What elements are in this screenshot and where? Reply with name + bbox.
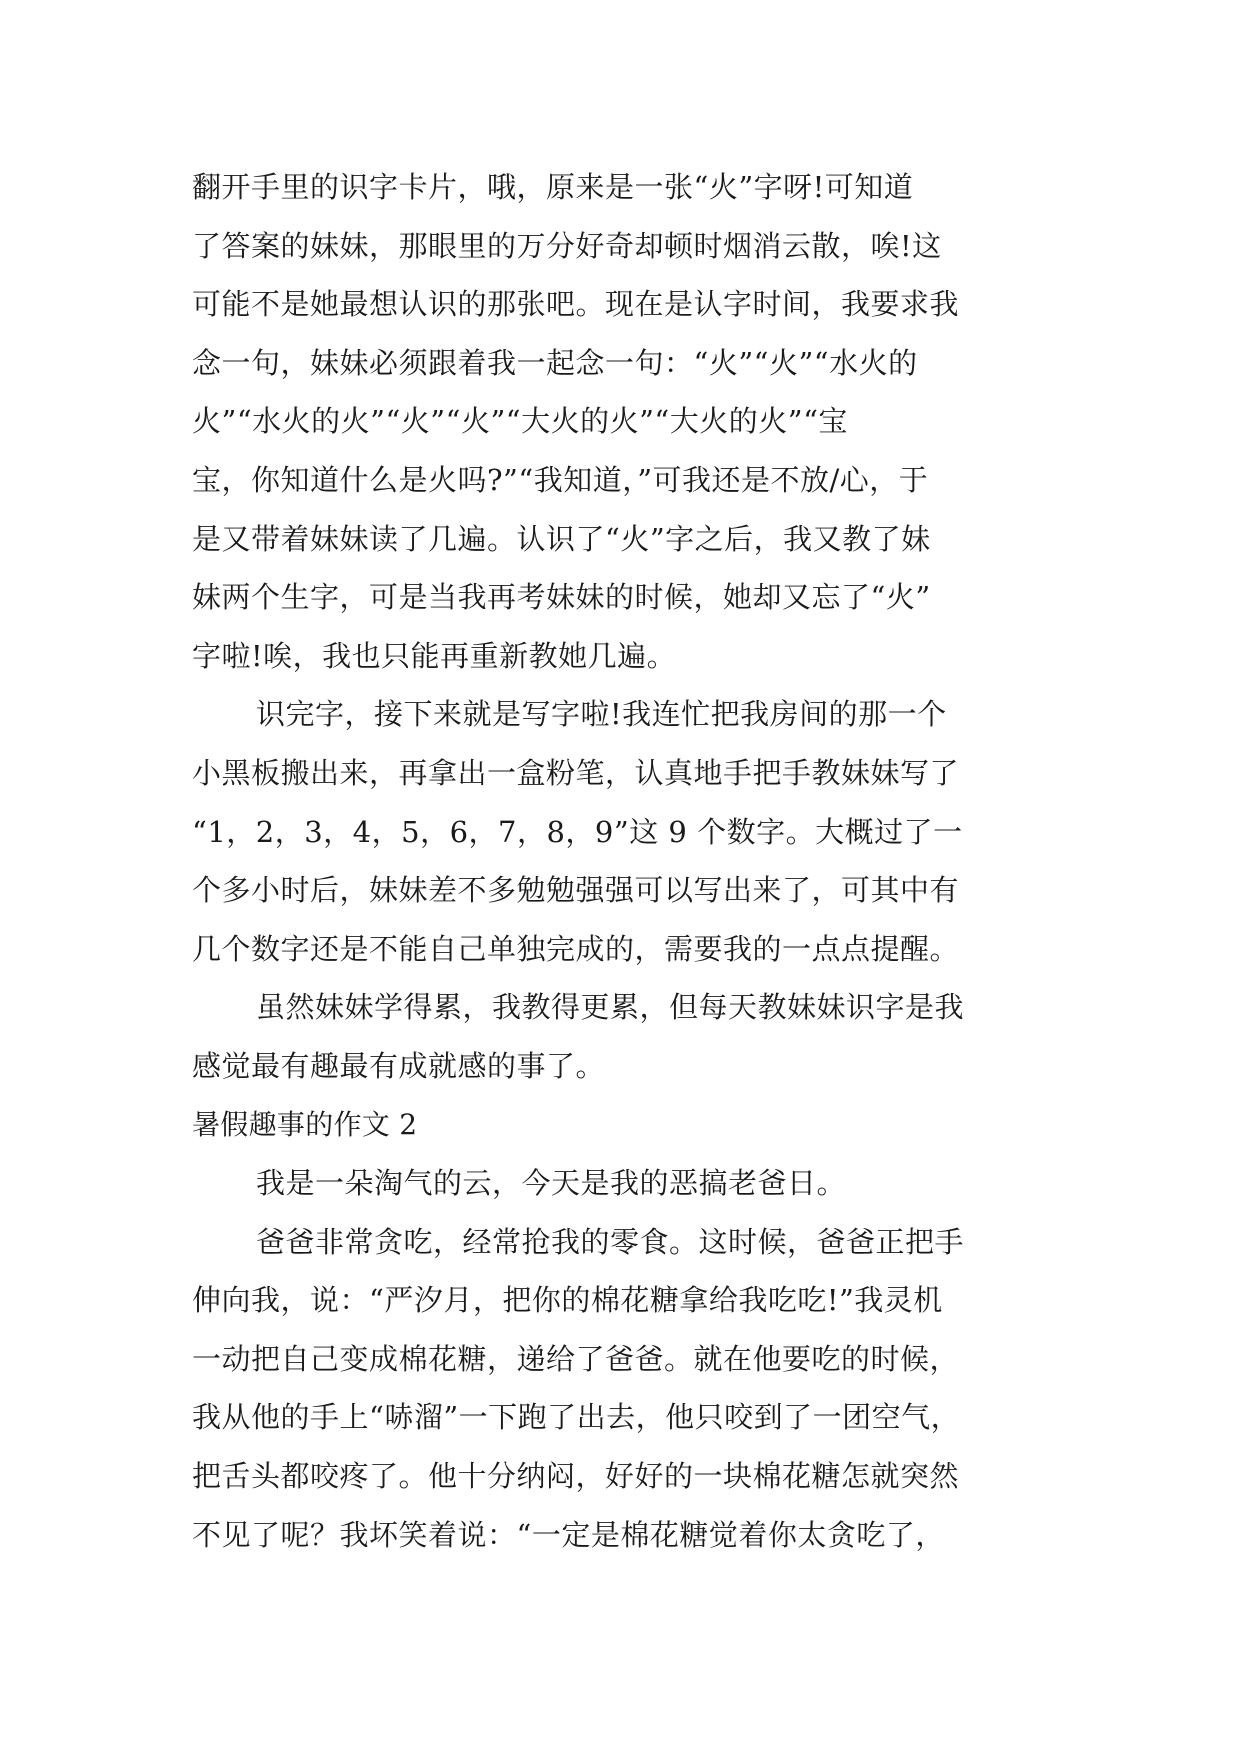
paragraph-line: 念一句，妹妹必须跟着我一起念一句：“火”“火”“水火的 <box>192 345 918 380</box>
paragraph-line: 小黑板搬出来，再拿出一盒粉笔，认真地手把手教妹妹写了 <box>192 755 960 790</box>
paragraph-line: 几个数字还是不能自己单独完成的，需要我的一点点提醒。 <box>192 931 960 966</box>
paragraph-line: 翻开手里的识字卡片，哦，原来是一张“火”字呀!可知道 <box>192 170 914 204</box>
paragraph-line: 我从他的手上“哧溜”一下跑了出去，他只咬到了一团空气， <box>192 1400 961 1435</box>
paragraph-first-line: 虽然妹妹学得累，我教得更累，但每天教妹妹识字是我 <box>256 990 965 1025</box>
paragraph-first-line: 我是一朵淘气的云，今天是我的恶搞老爸日。 <box>256 1166 847 1201</box>
paragraph-line: 字啦!唉，我也只能再重新教她几遍。 <box>192 638 677 673</box>
paragraph-line: 把舌头都咬疼了。他十分纳闷，好好的一块棉花糖怎就突然 <box>192 1459 960 1494</box>
paragraph-line: “1，2，3，4，5，6，7，8，9”这 9 个数字。大概过了一 <box>192 814 963 849</box>
paragraph-line: 可能不是她最想认识的那张吧。现在是认字时间，我要求我 <box>192 287 960 322</box>
section-heading: 暑假趣事的作文 2 <box>192 1107 418 1141</box>
paragraph-line: 了答案的妹妹，那眼里的万分好奇却顿时烟消云散，唉!这 <box>192 228 942 263</box>
paragraph-line: 是又带着妹妹读了几遍。认识了“火”字之后，我又教了妹 <box>192 521 931 556</box>
paragraph-first-line: 识完字，接下来就是写字啦!我连忙把我房间的那一个 <box>256 697 947 732</box>
paragraph-line: 一动把自己变成棉花糖，递给了爸爸。就在他要吃的时候， <box>192 1341 960 1376</box>
paragraph-line: 不见了呢？我坏笑着说：“一定是棉花糖觉着你太贪吃了， <box>192 1517 945 1552</box>
paragraph-line: 宝，你知道什么是火吗?”“我知道，”可我还是不放/心，于 <box>192 462 929 497</box>
paragraph-line: 妹两个生字，可是当我再考妹妹的时候，她却又忘了“火” <box>192 580 931 615</box>
document-page <box>192 158 1054 1564</box>
paragraph-line: 感觉最有趣最有成就感的事了。 <box>192 1048 606 1083</box>
paragraph-line: 火”“水火的火”“火”“火”“大火的火”“大火的火”“宝 <box>192 404 848 439</box>
paragraph-line: 伸向我，说：“严汐月，把你的棉花糖拿给我吃吃!”我灵机 <box>192 1283 943 1318</box>
paragraph-line: 个多小时后，妹妹差不多勉勉强强可以写出来了，可其中有 <box>192 873 960 908</box>
paragraph-first-line: 爸爸非常贪吃，经常抢我的零食。这时候，爸爸正把手 <box>256 1224 965 1259</box>
